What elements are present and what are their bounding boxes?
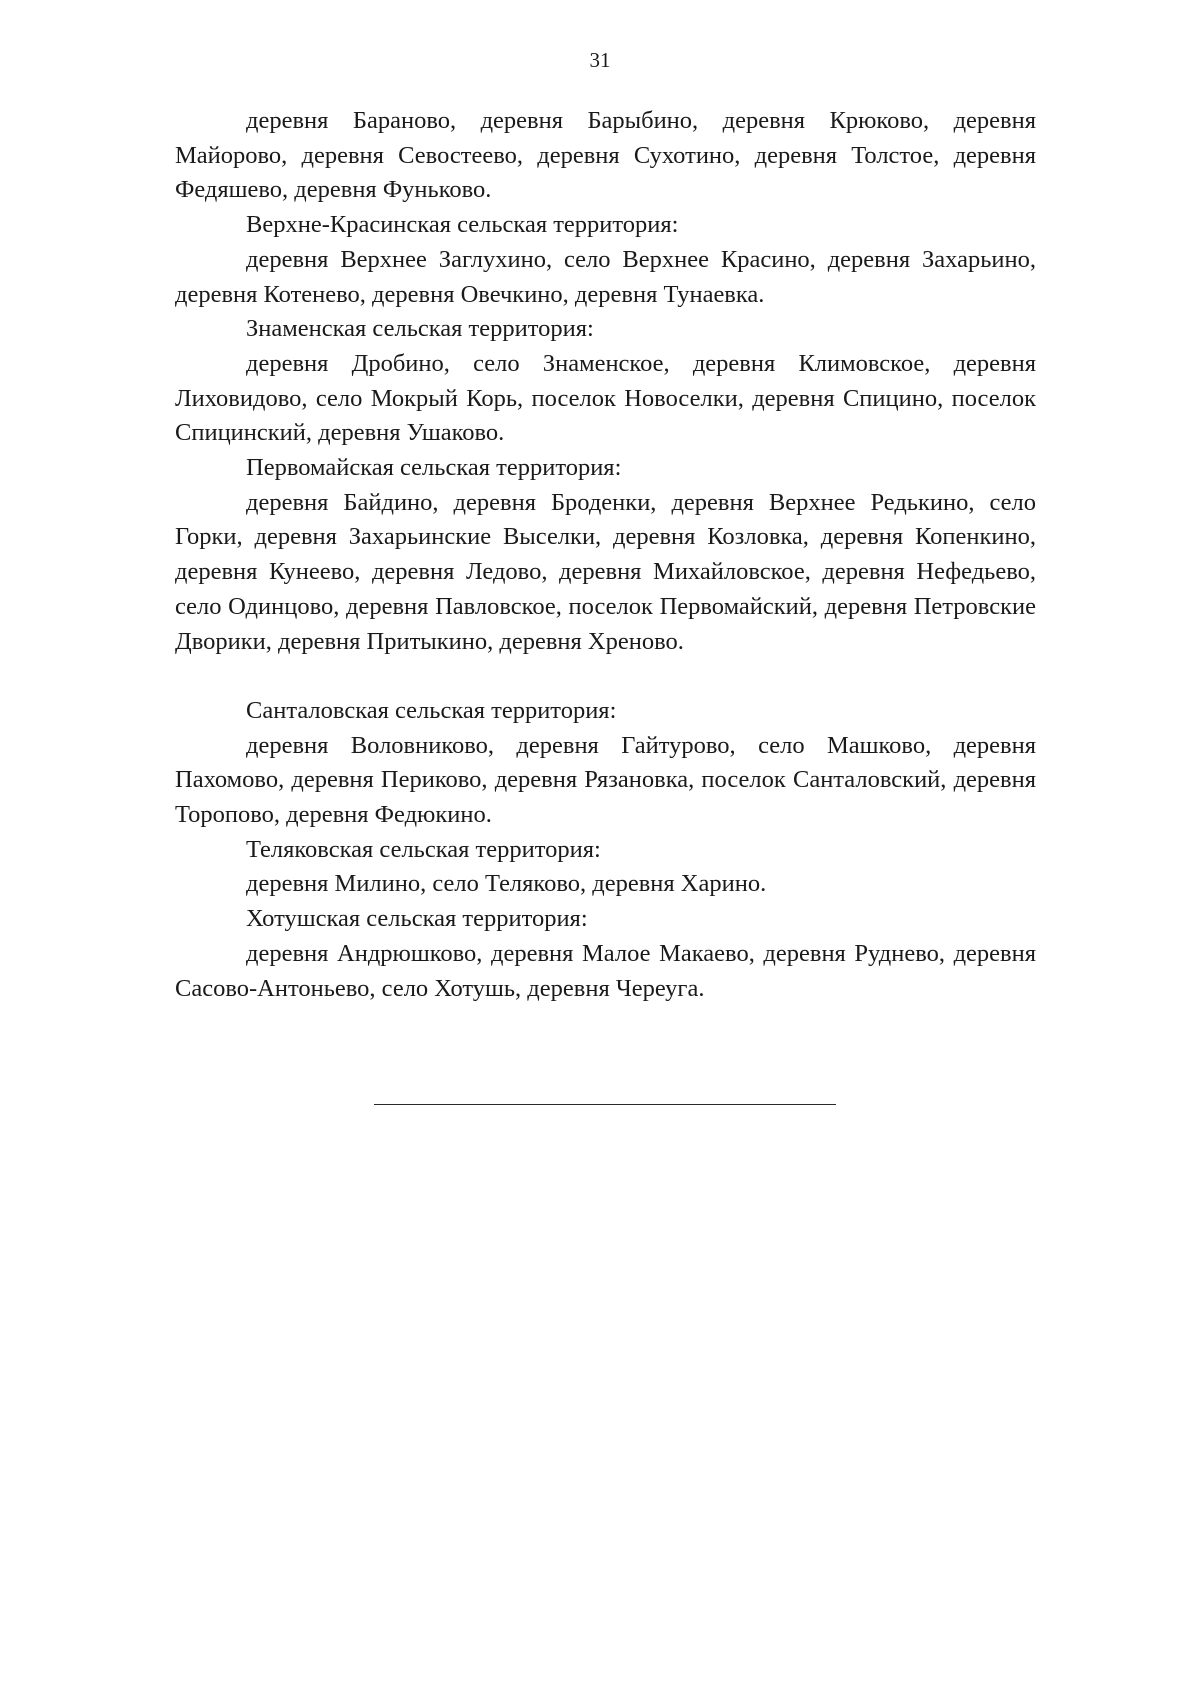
page-number: 31 bbox=[589, 48, 611, 72]
closing-rule bbox=[374, 1104, 836, 1105]
territory-heading: Знаменская сельская территория: bbox=[246, 315, 594, 343]
settlement-list: деревня Дробино, село Знаменское, деревня Климовское, деревня Лиховидово, село Мокрый Корь, поселок Новоселки, деревня Спицино, поселок Спицинский, деревня Ушаково. bbox=[175, 349, 1036, 447]
territory-heading: Санталовская сельская территория: bbox=[246, 696, 617, 724]
settlement-list: деревня Бараново, деревня Барыбино, деревня Крюково, деревня Майорово, деревня Севостеево, деревня Сухотино, деревня Толстое, деревня Федяшево, деревня Фуньково. bbox=[175, 107, 1036, 204]
territory-heading: Первомайская сельская территория: bbox=[246, 454, 622, 482]
paragraph-gap bbox=[175, 659, 1036, 694]
settlement-list: деревня Байдино, деревня Броденки, деревня Верхнее Редькино, село Горки, деревня Захарьинские Выселки, деревня Козловка, деревня Копенкино, деревня Кунеево, деревня Ледово, деревня Михайловское, деревня Нефедьево, село Одинцово, деревня Павловское, поселок Первомайский, деревня Петровские Дворики, деревня Притыкино, деревня Хреново. bbox=[175, 488, 1036, 655]
document-body bbox=[175, 104, 1036, 1006]
territory-heading: Теляковская сельская территория: bbox=[246, 835, 601, 863]
territory-heading: Хотушская сельская территория: bbox=[246, 905, 588, 933]
territory-heading: Верхне-Красинская сельская территория: bbox=[246, 211, 679, 239]
settlement-list: деревня Верхнее Заглухино, село Верхнее Красино, деревня Захарьино, деревня Котенево, деревня Овечкино, деревня Тунаевка. bbox=[175, 245, 1036, 308]
settlement-list: деревня Милино, село Теляково, деревня Харино. bbox=[246, 870, 767, 898]
settlement-list: деревня Андрюшково, деревня Малое Макаево, деревня Руднево, деревня Сасово-Антоньево, село Хотушь, деревня Череуга. bbox=[175, 939, 1036, 1002]
settlement-list: деревня Воловниково, деревня Гайтурово, село Машково, деревня Пахомово, деревня Периково, деревня Рязановка, поселок Санталовский, деревня Торопово, деревня Федюкино. bbox=[175, 731, 1036, 829]
